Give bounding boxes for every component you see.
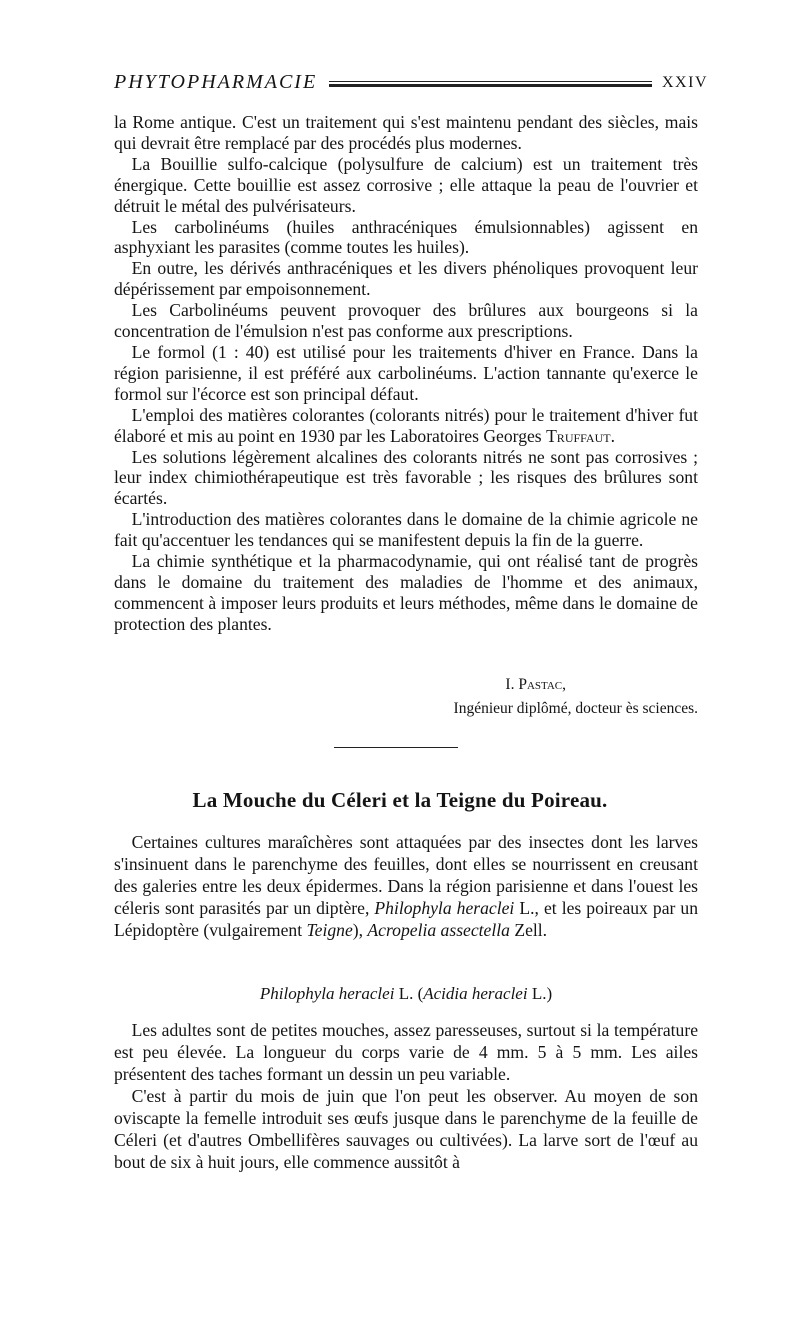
paragraph: la Rome antique. C'est un traitement qui s'est maintenu pendant des siècles, mais qui devrait être remplacé par des procédés plus modernes. [114,112,698,153]
text-run: Certaines cultures maraîchères sont attaquées par des insectes dont les larves s'insinuent dans le parenchyme des feuilles, dont elles se nourrissent en creusant des galeries entre les deux épidermes. Dans la région parisienne et dans l'ouest les céleris sont parasités par un diptère, [114,832,698,918]
paragraph-text: L'emploi des matières colorantes (colorants nitrés) pour le traitement d'hiver fut élaboré et mis au point en 1930 par les Laboratoires Georges [114,404,698,446]
header-rule [329,81,652,87]
text-run: Zell. [509,920,548,940]
body-text [114,112,698,635]
paragraph: Les adultes sont de petites mouches, assez paresseuses, surtout si la température est peu élevée. La longueur du corps varie de 4 mm. 5 à 5 mm. Les ailes présentent des taches formant un dessin un peu variable. [114,1020,698,1084]
paragraph: Le formol (1 : 40) est utilisé pour les traitements d'hiver en France. Dans la région parisienne, il est préféré aux carbolinéums. L'action tannante qu'exerce le formol sur l'écorce est son principal défaut. [114,341,698,404]
article-intro [114,831,698,941]
paragraph: La chimie synthétique et la pharmacodynamie, qui ont réalisé tant de progrès dans le domaine du traitement des maladies de l'homme et des animaux, commencent à imposer leurs produits et leurs méthodes, même dans le domaine de protection des plantes. [114,551,698,634]
species-name: Acropelia assectella [367,920,510,940]
section-divider [334,747,458,748]
running-title: PHYTOPHARMACIE [114,71,318,93]
paragraph: L'introduction des matières colorantes dans le domaine de la chimie agricole ne fait qu'accentuer les tendances qui se manifestent depuis la fin de la guerre. [114,509,698,551]
common-name: Teigne [306,920,353,940]
paragraph [114,154,698,217]
paragraph: C'est à partir du mois de juin que l'on peut les observer. Au moyen de son oviscapte la femelle introduit ses œufs jusque dans le parenchyme de la feuille de Céleri (et d'autres Ombellifères sauvages ou cultivées). La larve sort de l'œuf au bout de six à huit jours, elle commence aussitôt à [114,1086,698,1172]
species-name: Philophyla heraclei [259,984,395,1003]
page-header [114,64,708,94]
text-run: L.) [527,984,553,1003]
species-subheading [114,984,698,1004]
author-name: I. Pastac, [505,676,566,693]
text-run: ), [352,920,368,940]
paragraph: En outre, les dérivés anthracéniques et les divers phénoliques provoquent leur dépérissement par empoisonnement. [114,258,698,300]
text-run: L. ( [394,984,424,1003]
signature-title: Ingénieur diplômé, docteur ès sciences. [453,700,698,717]
article-body [114,1019,698,1173]
proper-name: Truffaut. [546,425,615,446]
paragraph [114,405,698,447]
paragraph: Les solutions légèrement alcalines des colorants nitrés ne sont pas corrosives ; leur index chimiothérapeutique est très favorable ; les risques des brûlures sont écartés. [114,446,698,509]
species-name: Philophyla heraclei [374,898,515,918]
paragraph [114,831,698,941]
paragraph-text: La Bouillie sulfo-calcique (polysulfure de calcium) est un traitement très énergique. Cette bouillie est assez corrosive ; elle attaque la peau de l'ouvrier et détruit le métal des pulvérisateurs. [114,153,698,216]
signature-name [114,676,698,694]
paragraph: Les carbolinéums (huiles anthracéniques émulsionnables) agissent en asphyxiant les parasites (comme toutes les huiles). [114,216,698,258]
species-synonym: Acidia heraclei [423,984,528,1003]
text-run: L., et les poireaux par un Lépidoptère (vulgairement [114,898,699,940]
page-number: XXIV [662,74,708,91]
paragraph: Les Carbolinéums peuvent provoquer des brûlures aux bourgeons si la concentration de l'émulsion n'est pas conforme aux prescriptions. [114,300,698,342]
article-title: La Mouche du Céleri et la Teigne du Poireau. [192,788,608,812]
